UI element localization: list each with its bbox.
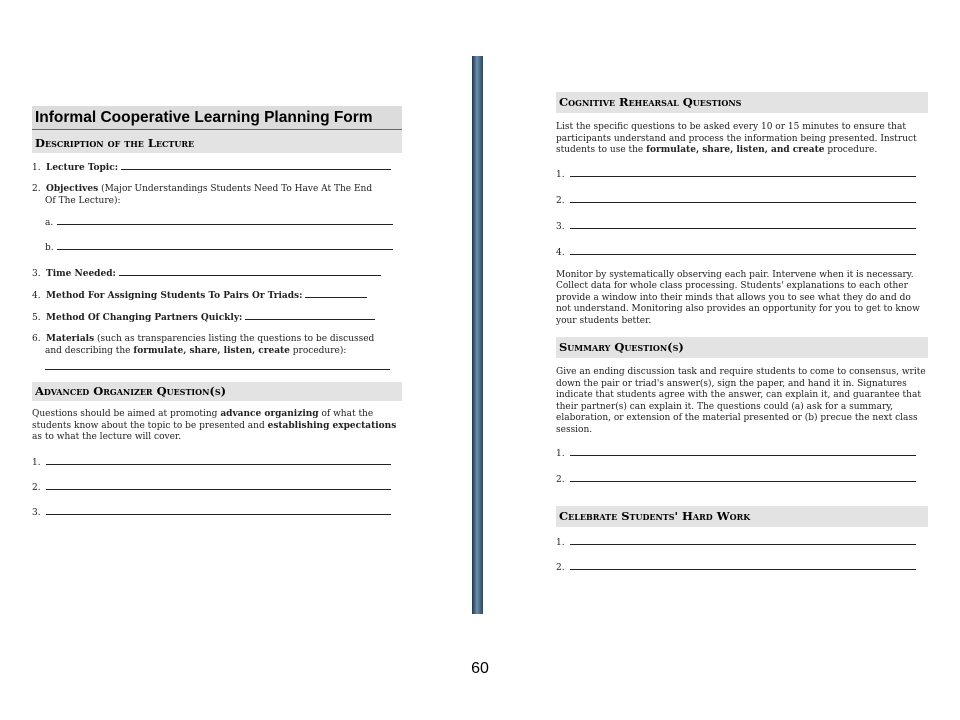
objective-b: b. <box>32 241 402 254</box>
celebrate-item-2: 2. <box>556 561 928 574</box>
cognitive-question-4-blank[interactable] <box>570 246 916 255</box>
monitor-instructions: Monitor by systematically observing each pair. Intervene when it is necessary. Collect data for whole class processing. Students' explanations to each other provide a window into their minds that allows you to see what they do and do not understand. Monitoring also provides an opportunity for you to get to know your students better. <box>556 269 920 326</box>
celebrate-item-2-blank[interactable] <box>570 561 916 570</box>
right-page <box>556 56 928 574</box>
materials-label: Materials <box>46 334 95 344</box>
summary-question-1-blank[interactable] <box>570 447 916 456</box>
form-title: Informal Cooperative Learning Planning Form <box>32 106 402 130</box>
cognitive-question-2-blank[interactable] <box>570 194 916 203</box>
cognitive-question-2: 2. <box>556 194 928 207</box>
left-page <box>32 56 402 519</box>
cognitive-question-4: 4. <box>556 246 928 259</box>
advanced-question-2-blank[interactable] <box>46 481 391 490</box>
method-changing-blank[interactable] <box>245 311 375 320</box>
cognitive-question-3: 3. <box>556 220 928 233</box>
lecture-topic-label: Lecture Topic: <box>46 163 119 173</box>
section-cognitive-rehearsal: Cognitive Rehearsal Questions <box>556 92 928 113</box>
lecture-topic-blank[interactable] <box>121 161 391 170</box>
materials-blank[interactable] <box>45 361 390 370</box>
advanced-question-3-blank[interactable] <box>46 506 391 515</box>
objectives-item: 2. Objectives (Major Understandings Students Need To Have At The End Of The Lecture): a. b. <box>32 183 402 254</box>
section-summary-questions: Summary Question(s) <box>556 337 928 358</box>
method-changing-item: 5. Method Of Changing Partners Quickly: <box>32 311 402 324</box>
method-assigning-label: Method For Assigning Students To Pairs Or Triads: <box>46 291 303 301</box>
book-binding <box>472 56 483 614</box>
cognitive-instructions: List the specific questions to be asked every 10 or 15 minutes to ensure that participants understand and process the information being presented. Instruct students to use the formulate, share, listen, and create procedure. <box>556 122 917 155</box>
cognitive-question-1-blank[interactable] <box>570 168 916 177</box>
celebrate-item-1-blank[interactable] <box>570 536 916 545</box>
section-advanced-organizer: Advanced Organizer Question(s) <box>32 382 402 401</box>
summary-question-1: 1. <box>556 447 928 460</box>
time-needed-label: Time Needed: <box>46 269 116 279</box>
lecture-topic-item: 1. Lecture Topic: <box>32 161 402 174</box>
method-assigning-item: 4. Method For Assigning Students To Pairs Or Triads: <box>32 289 402 302</box>
advanced-question-1-blank[interactable] <box>46 456 391 465</box>
objective-a-blank[interactable] <box>57 216 393 225</box>
summary-question-2-blank[interactable] <box>570 473 916 482</box>
objective-b-blank[interactable] <box>57 241 393 250</box>
summary-instructions: Give an ending discussion task and require students to come to consensus, write down the pair or triad's answer(s), sign the paper, and hand it in. Signatures indicate that students agree with the answer, can explain it, and guarantee that their partner(s) can explain it. The questions could (a) ask for a summary, elaboration, or extension of the material presented or (b) precue the next class session. <box>556 367 926 435</box>
section-description-of-lecture: Description of the Lecture <box>32 130 402 153</box>
method-assigning-blank[interactable] <box>305 289 367 298</box>
advanced-question-2: 2. <box>32 481 402 494</box>
slide-page-number: 60 <box>471 660 489 677</box>
time-needed-item: 3. Time Needed: <box>32 267 402 280</box>
section-celebrate-hard-work: Celebrate Students' Hard Work <box>556 506 928 527</box>
advanced-organizer-instructions: Questions should be aimed at promoting advance organizing of what the students know about the topic to be presented and establishing expectations as to what the lecture will cover. <box>32 409 397 442</box>
cognitive-question-1: 1. <box>556 168 928 181</box>
objective-a: a. <box>32 216 402 229</box>
advanced-question-3: 3. <box>32 506 402 519</box>
advanced-question-1: 1. <box>32 456 402 469</box>
cognitive-question-3-blank[interactable] <box>570 220 916 229</box>
method-changing-label: Method Of Changing Partners Quickly: <box>46 313 243 323</box>
materials-item: 6. Materials (such as transparencies listing the questions to be discussed and describing the formulate, share, listen, create procedure): <box>32 333 402 374</box>
time-needed-blank[interactable] <box>119 267 381 276</box>
celebrate-item-1: 1. <box>556 536 928 549</box>
objectives-label: Objectives <box>46 184 99 194</box>
summary-question-2: 2. <box>556 473 928 486</box>
